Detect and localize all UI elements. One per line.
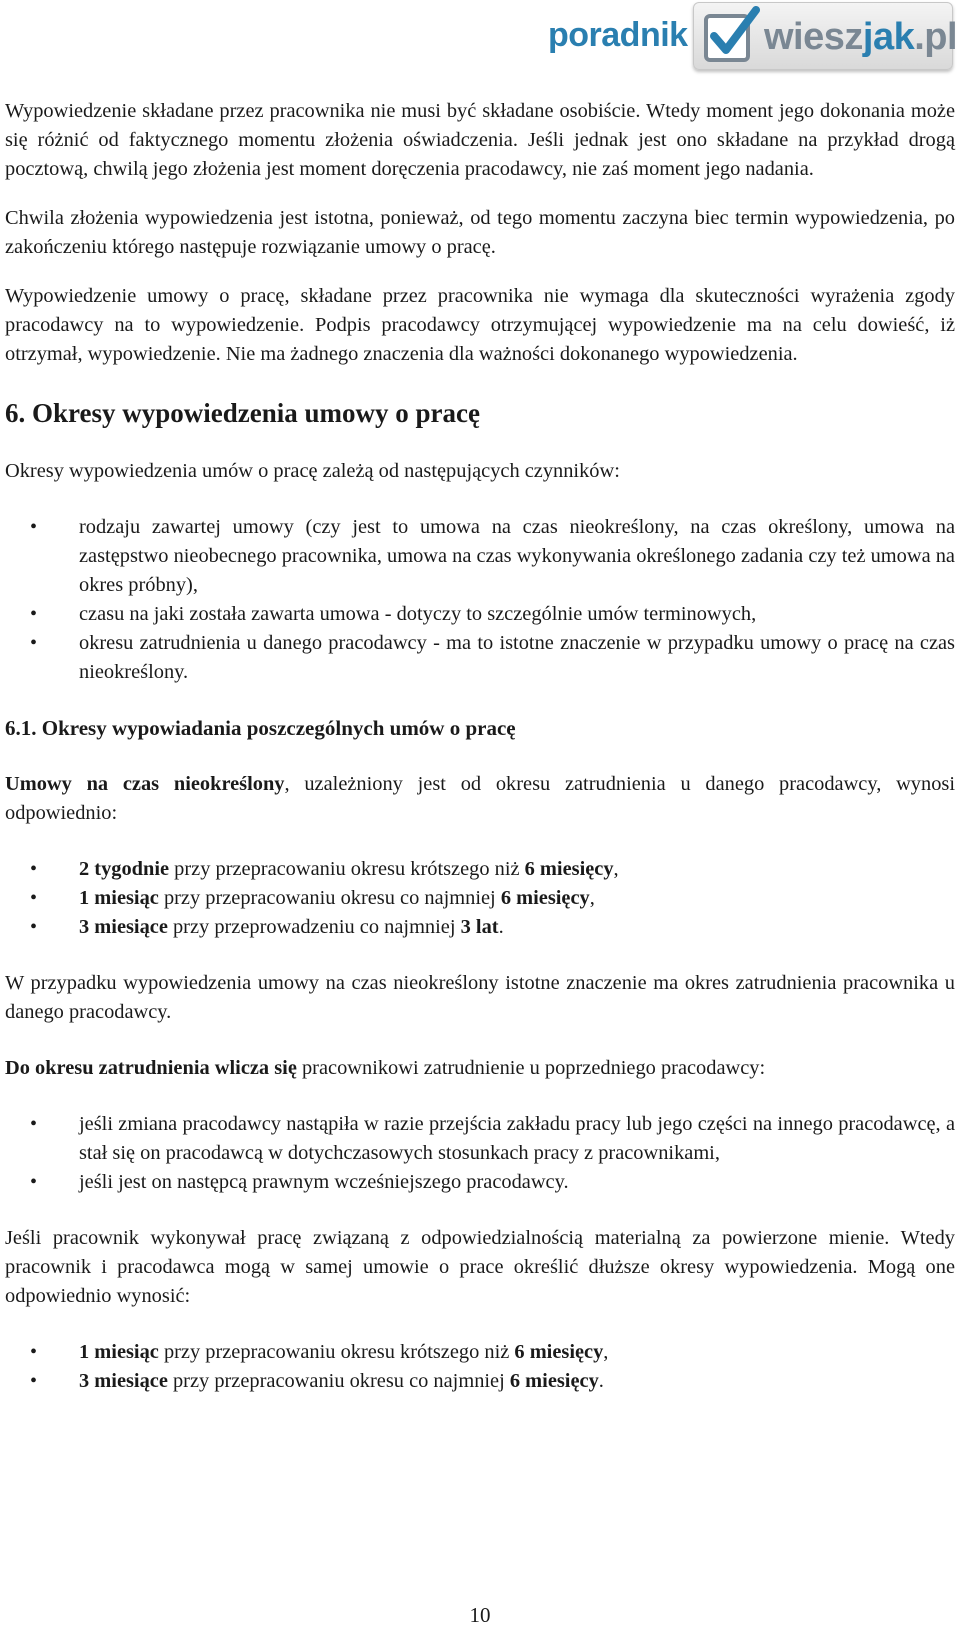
list-item: • rodzaju zawartej umowy (czy jest to umowa na czas nieokreślony, na czas określony, umowa na zastępstwo nieobecnego pracownika, umowa na czas wykonywania określonego zadania czy też umowa na okres próbny), bbox=[5, 513, 955, 600]
bold-phrase: Umowy na czas nieokreślony bbox=[5, 773, 285, 795]
site-logo[interactable] bbox=[548, 0, 958, 74]
page-number: 10 bbox=[469, 1603, 491, 1627]
list-item: • okresu zatrudnienia u danego pracodawcy - ma to istotne znaczenie w przypadku umowy o pracę na czas nieokreślony. bbox=[5, 629, 955, 687]
paragraph: Jeśli pracownik wykonywał pracę związaną z odpowiedzialnością materialną za powierzone mienie. Wtedy pracownik i pracodawca mogą w samej umowie o prace określić dłuższe okresy wypowiedzenia. Mogą one odpowiednio wynosić: bbox=[5, 1227, 955, 1307]
factors-list bbox=[5, 513, 955, 687]
paragraph: Wypowiedzenie umowy o pracę, składane przez pracownika nie wymaga dla skuteczności wyrażenia zgody pracodawcy na to wypowiedzenie. Podpis pracodawcy otrzymującej wypowiedzenie ma na celu dowieść, iż otrzymał, wypowiedzenie. Nie ma żadnego znaczenia dla ważności dokonanego wypowiedzenia. bbox=[5, 285, 955, 365]
list-item: • 1 miesiąc przy przepracowaniu okresu krótszego niż 6 miesięcy, bbox=[5, 1338, 955, 1367]
paragraph: W przypadku wypowiedzenia umowy na czas nieokreślony istotne znaczenie ma okres zatrudnienia pracownika u danego pracodawcy. bbox=[5, 972, 955, 1023]
document-body bbox=[5, 97, 955, 1396]
section-heading: 6. Okresy wypowiedzenia umowy o pracę bbox=[5, 398, 480, 428]
bold-phrase: Do okresu zatrudnienia wlicza się bbox=[5, 1057, 297, 1079]
logo-badge bbox=[693, 2, 958, 70]
list-item: • czasu na jaki została zawarta umowa - dotyczy to szczególnie umów terminowych, bbox=[5, 600, 955, 629]
paragraph: Wypowiedzenie składane przez pracownika nie musi być składane osobiście. Wtedy moment jego dokonania może się różnić od faktycznego momentu złożenia oświadczenia. Jeśli jednak jest ono składane na przykład drogą pocztową, chwilą jego złożenia jest moment doręczenia pracodawcy, nie zaś moment jego nadania. bbox=[5, 100, 955, 180]
checkmark-icon bbox=[700, 6, 760, 66]
list-item: • jeśli jest on następcą prawnym wcześniejszego pracodawcy. bbox=[5, 1168, 955, 1197]
list-item: • 2 tygodnie przy przepracowaniu okresu krótszego niż 6 miesięcy, bbox=[5, 855, 955, 884]
list-item: • jeśli zmiana pracodawcy nastąpiła w razie przejścia zakładu pracy lub jego części na innego pracodawcę, a stał się on pracodawcą w dotychczasowych stosunkach pracy z pracownikami, bbox=[5, 1110, 955, 1168]
employment-list bbox=[5, 1110, 955, 1197]
logo-wieszjak-text: wieszjak.pl bbox=[764, 16, 958, 58]
liability-periods-list bbox=[5, 1338, 955, 1396]
list-item: • 3 miesiące przy przeprowadzeniu co najmniej 3 lat. bbox=[5, 913, 955, 942]
paragraph: Okresy wypowiedzenia umów o pracę zależą od następujących czynników: bbox=[5, 460, 620, 482]
paragraph: Do okresu zatrudnienia wlicza się pracownikowi zatrudnienie u poprzedniego pracodawcy: bbox=[5, 1057, 766, 1079]
list-item: • 3 miesiące przy przepracowaniu okresu co najmniej 6 miesięcy. bbox=[5, 1367, 955, 1396]
notice-periods-list bbox=[5, 855, 955, 942]
list-item: • 1 miesiąc przy przepracowaniu okresu co najmniej 6 miesięcy, bbox=[5, 884, 955, 913]
logo-poradnik-text: poradnik bbox=[548, 16, 688, 54]
paragraph: Chwila złożenia wypowiedzenia jest istotna, ponieważ, od tego momentu zaczyna biec termin wypowiedzenia, po zakończeniu którego następuje rozwiązanie umowy o pracę. bbox=[5, 207, 955, 258]
paragraph: Umowy na czas nieokreślony, uzależniony jest od okresu zatrudnienia u danego pracodawcy, wynosi odpowiednio: bbox=[5, 773, 955, 824]
subsection-heading: 6.1. Okresy wypowiadania poszczególnych umów o pracę bbox=[5, 716, 516, 740]
